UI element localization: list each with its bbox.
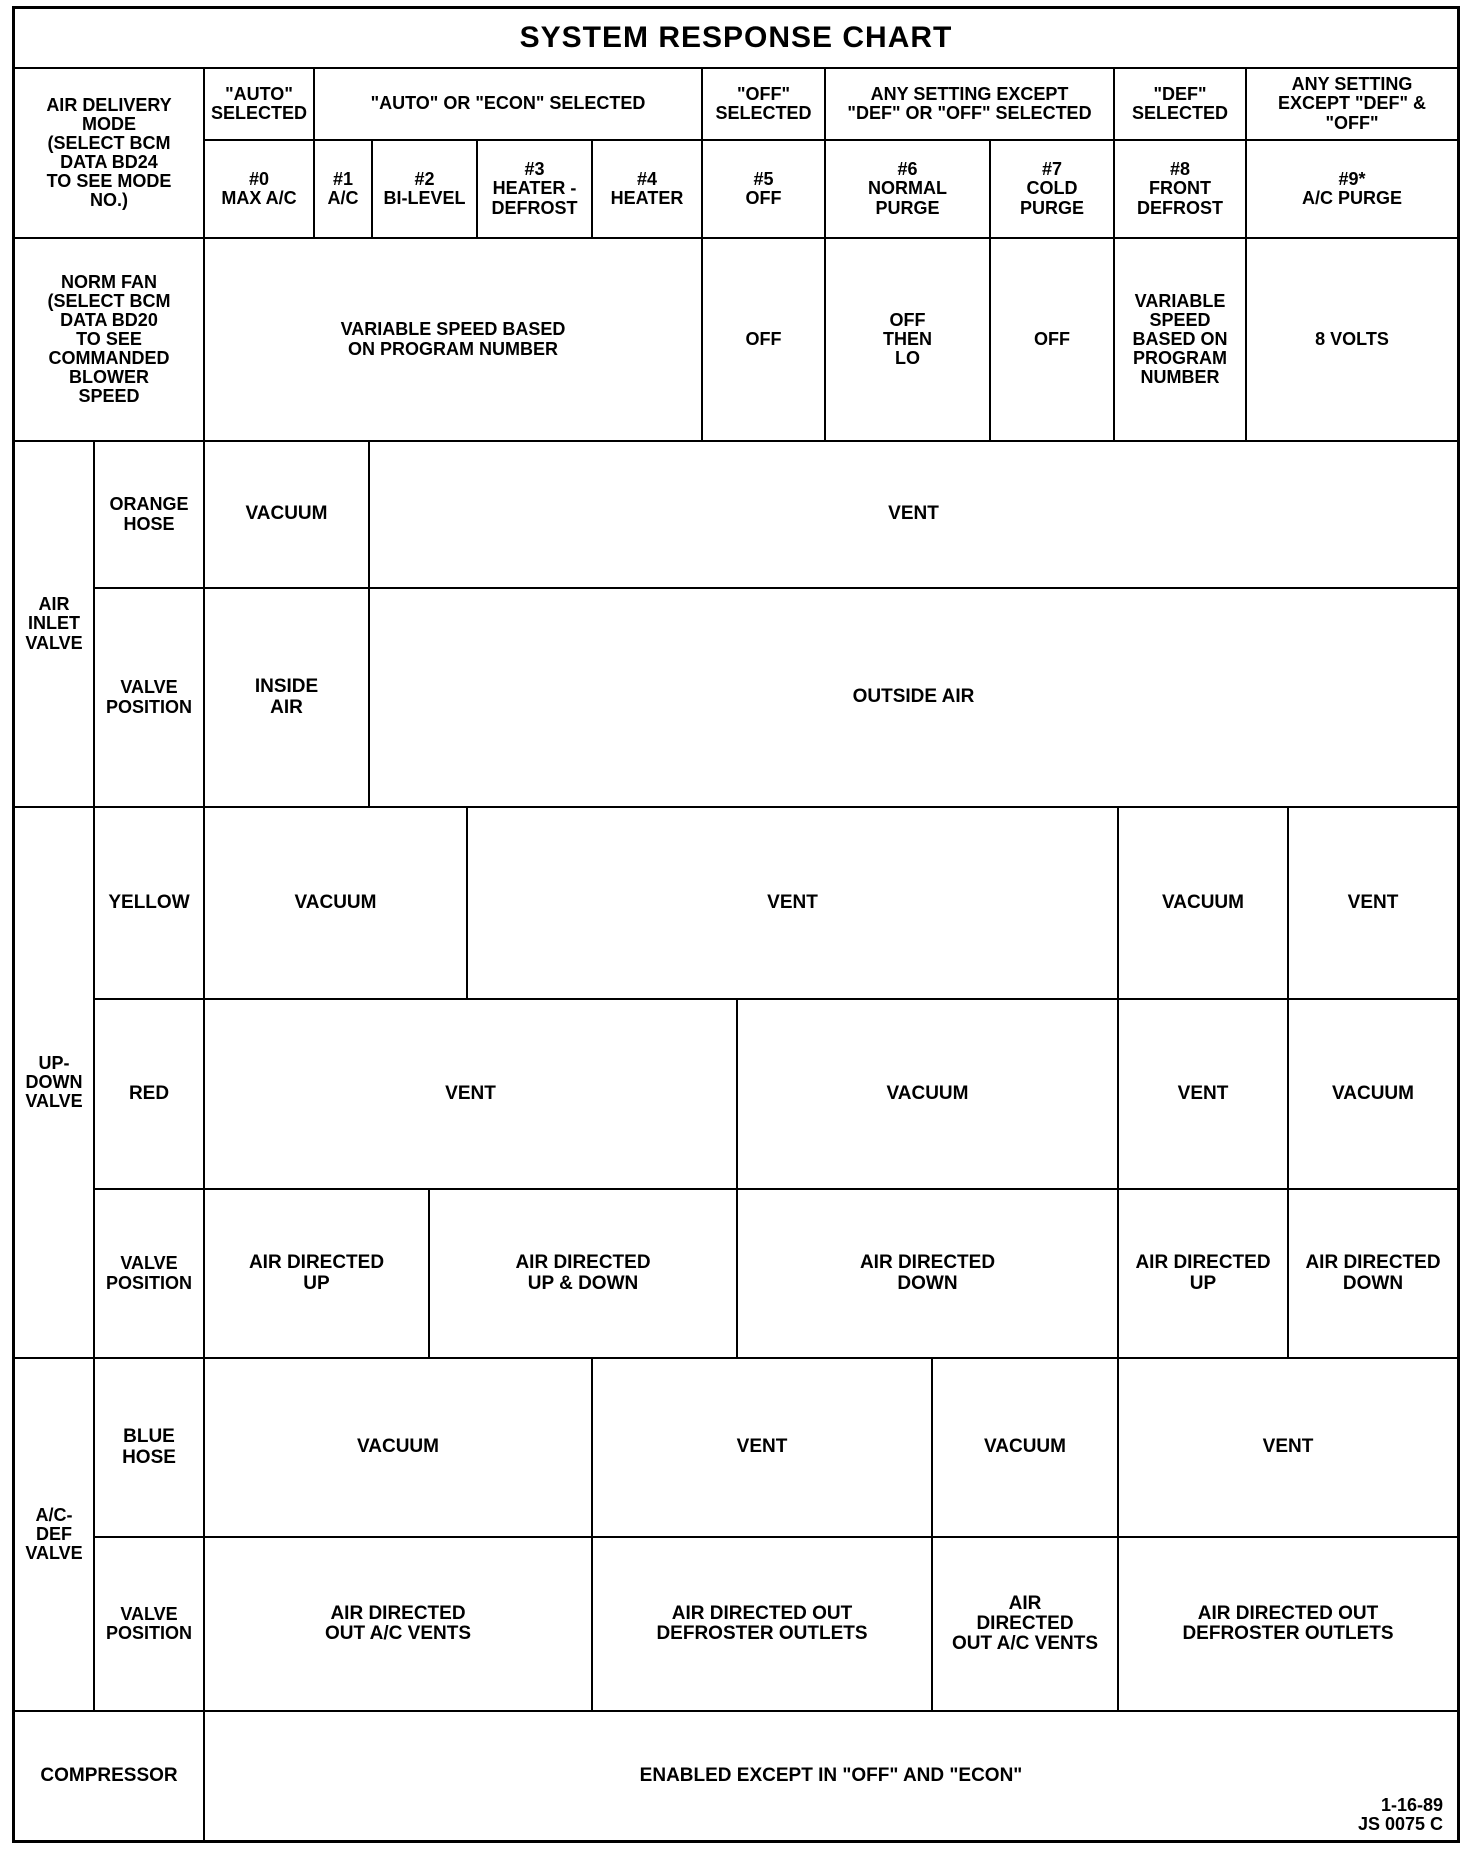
norm-fan-label: NORM FAN (SELECT BCM DATA BD20 TO SEE COMMANDED BLOWER SPEED xyxy=(15,239,205,442)
group-off-selected: "OFF" SELECTED xyxy=(703,69,826,141)
ac-def-position-1: AIR DIRECTED OUT A/C VENTS xyxy=(205,1538,593,1712)
red-cell-1: VENT xyxy=(205,1000,738,1190)
yellow-cell-2: VENT xyxy=(468,808,1119,1000)
group-any-except-def-off: ANY SETTING EXCEPT "DEF" OR "OFF" SELECTED xyxy=(826,69,1115,141)
norm-fan-variable: VARIABLE SPEED BASED ON PROGRAM NUMBER xyxy=(205,239,703,442)
blue-cell-4: VENT xyxy=(1119,1359,1457,1538)
mode-7: #7 COLD PURGE xyxy=(991,141,1115,239)
ac-def-valve-label: A/C- DEF VALVE xyxy=(15,1359,95,1712)
yellow-cell-3: VACUUM xyxy=(1119,808,1289,1000)
ac-def-position-2: AIR DIRECTED OUT DEFROSTER OUTLETS xyxy=(593,1538,933,1712)
mode-1: #1 A/C xyxy=(315,141,373,239)
orange-hose-label: ORANGE HOSE xyxy=(95,442,205,589)
mode-8: #8 FRONT DEFROST xyxy=(1115,141,1247,239)
mode-5: #5 OFF xyxy=(703,141,826,239)
red-cell-2: VACUUM xyxy=(738,1000,1119,1190)
orange-hose-vent: VENT xyxy=(370,442,1457,589)
air-inlet-valve-label: AIR INLET VALVE xyxy=(15,442,95,808)
up-down-position-4: AIR DIRECTED UP xyxy=(1119,1190,1289,1359)
red-cell-4: VACUUM xyxy=(1289,1000,1457,1190)
yellow-hose-label: YELLOW xyxy=(95,808,205,1000)
air-inlet-valve-position-label: VALVE POSITION xyxy=(95,589,205,808)
ac-def-position-4: AIR DIRECTED OUT DEFROSTER OUTLETS xyxy=(1119,1538,1457,1712)
chart-title: SYSTEM RESPONSE CHART xyxy=(15,9,1457,69)
up-down-position-2: AIR DIRECTED UP & DOWN xyxy=(430,1190,738,1359)
system-response-chart xyxy=(12,6,1460,1843)
yellow-cell-1: VACUUM xyxy=(205,808,468,1000)
up-down-position-3: AIR DIRECTED DOWN xyxy=(738,1190,1119,1359)
group-any-except-def-and-off: ANY SETTING EXCEPT "DEF" & "OFF" xyxy=(1247,69,1457,141)
up-down-valve-position-label: VALVE POSITION xyxy=(95,1190,205,1359)
up-down-valve-label: UP- DOWN VALVE xyxy=(15,808,95,1359)
mode-9: #9* A/C PURGE xyxy=(1247,141,1457,239)
mode-4: #4 HEATER xyxy=(593,141,703,239)
group-auto-or-econ: "AUTO" OR "ECON" SELECTED xyxy=(315,69,703,141)
document-code: 1-16-89 JS 0075 C xyxy=(1357,1795,1443,1835)
blue-cell-3: VACUUM xyxy=(933,1359,1119,1538)
up-down-position-1: AIR DIRECTED UP xyxy=(205,1190,430,1359)
norm-fan-off-then-lo: OFF THEN LO xyxy=(826,239,991,442)
norm-fan-purge-volts: 8 VOLTS xyxy=(1247,239,1457,442)
norm-fan-cold-off: OFF xyxy=(991,239,1115,442)
air-delivery-mode-label: AIR DELIVERY MODE (SELECT BCM DATA BD24 TO SEE MODE NO.) xyxy=(15,69,205,239)
group-def-selected: "DEF" SELECTED xyxy=(1115,69,1247,141)
ac-def-position-3: AIR DIRECTED OUT A/C VENTS xyxy=(933,1538,1119,1712)
blue-hose-label: BLUE HOSE xyxy=(95,1359,205,1538)
norm-fan-off: OFF xyxy=(703,239,826,442)
compressor-value: ENABLED EXCEPT IN "OFF" AND "ECON" xyxy=(639,1764,1023,1786)
mode-6: #6 NORMAL PURGE xyxy=(826,141,991,239)
compressor-label: COMPRESSOR xyxy=(15,1712,205,1840)
mode-0: #0 MAX A/C xyxy=(205,141,315,239)
blue-cell-2: VENT xyxy=(593,1359,933,1538)
mode-3: #3 HEATER - DEFROST xyxy=(478,141,593,239)
inside-air: INSIDE AIR xyxy=(205,589,370,808)
yellow-cell-4: VENT xyxy=(1289,808,1457,1000)
orange-hose-vacuum: VACUUM xyxy=(205,442,370,589)
group-auto-selected: "AUTO" SELECTED xyxy=(205,69,315,141)
ac-def-valve-position-label: VALVE POSITION xyxy=(95,1538,205,1712)
up-down-position-5: AIR DIRECTED DOWN xyxy=(1289,1190,1457,1359)
mode-2: #2 BI-LEVEL xyxy=(373,141,478,239)
red-cell-3: VENT xyxy=(1119,1000,1289,1190)
outside-air: OUTSIDE AIR xyxy=(370,589,1457,808)
red-hose-label: RED xyxy=(95,1000,205,1190)
norm-fan-def-variable: VARIABLE SPEED BASED ON PROGRAM NUMBER xyxy=(1115,239,1247,442)
blue-cell-1: VACUUM xyxy=(205,1359,593,1538)
